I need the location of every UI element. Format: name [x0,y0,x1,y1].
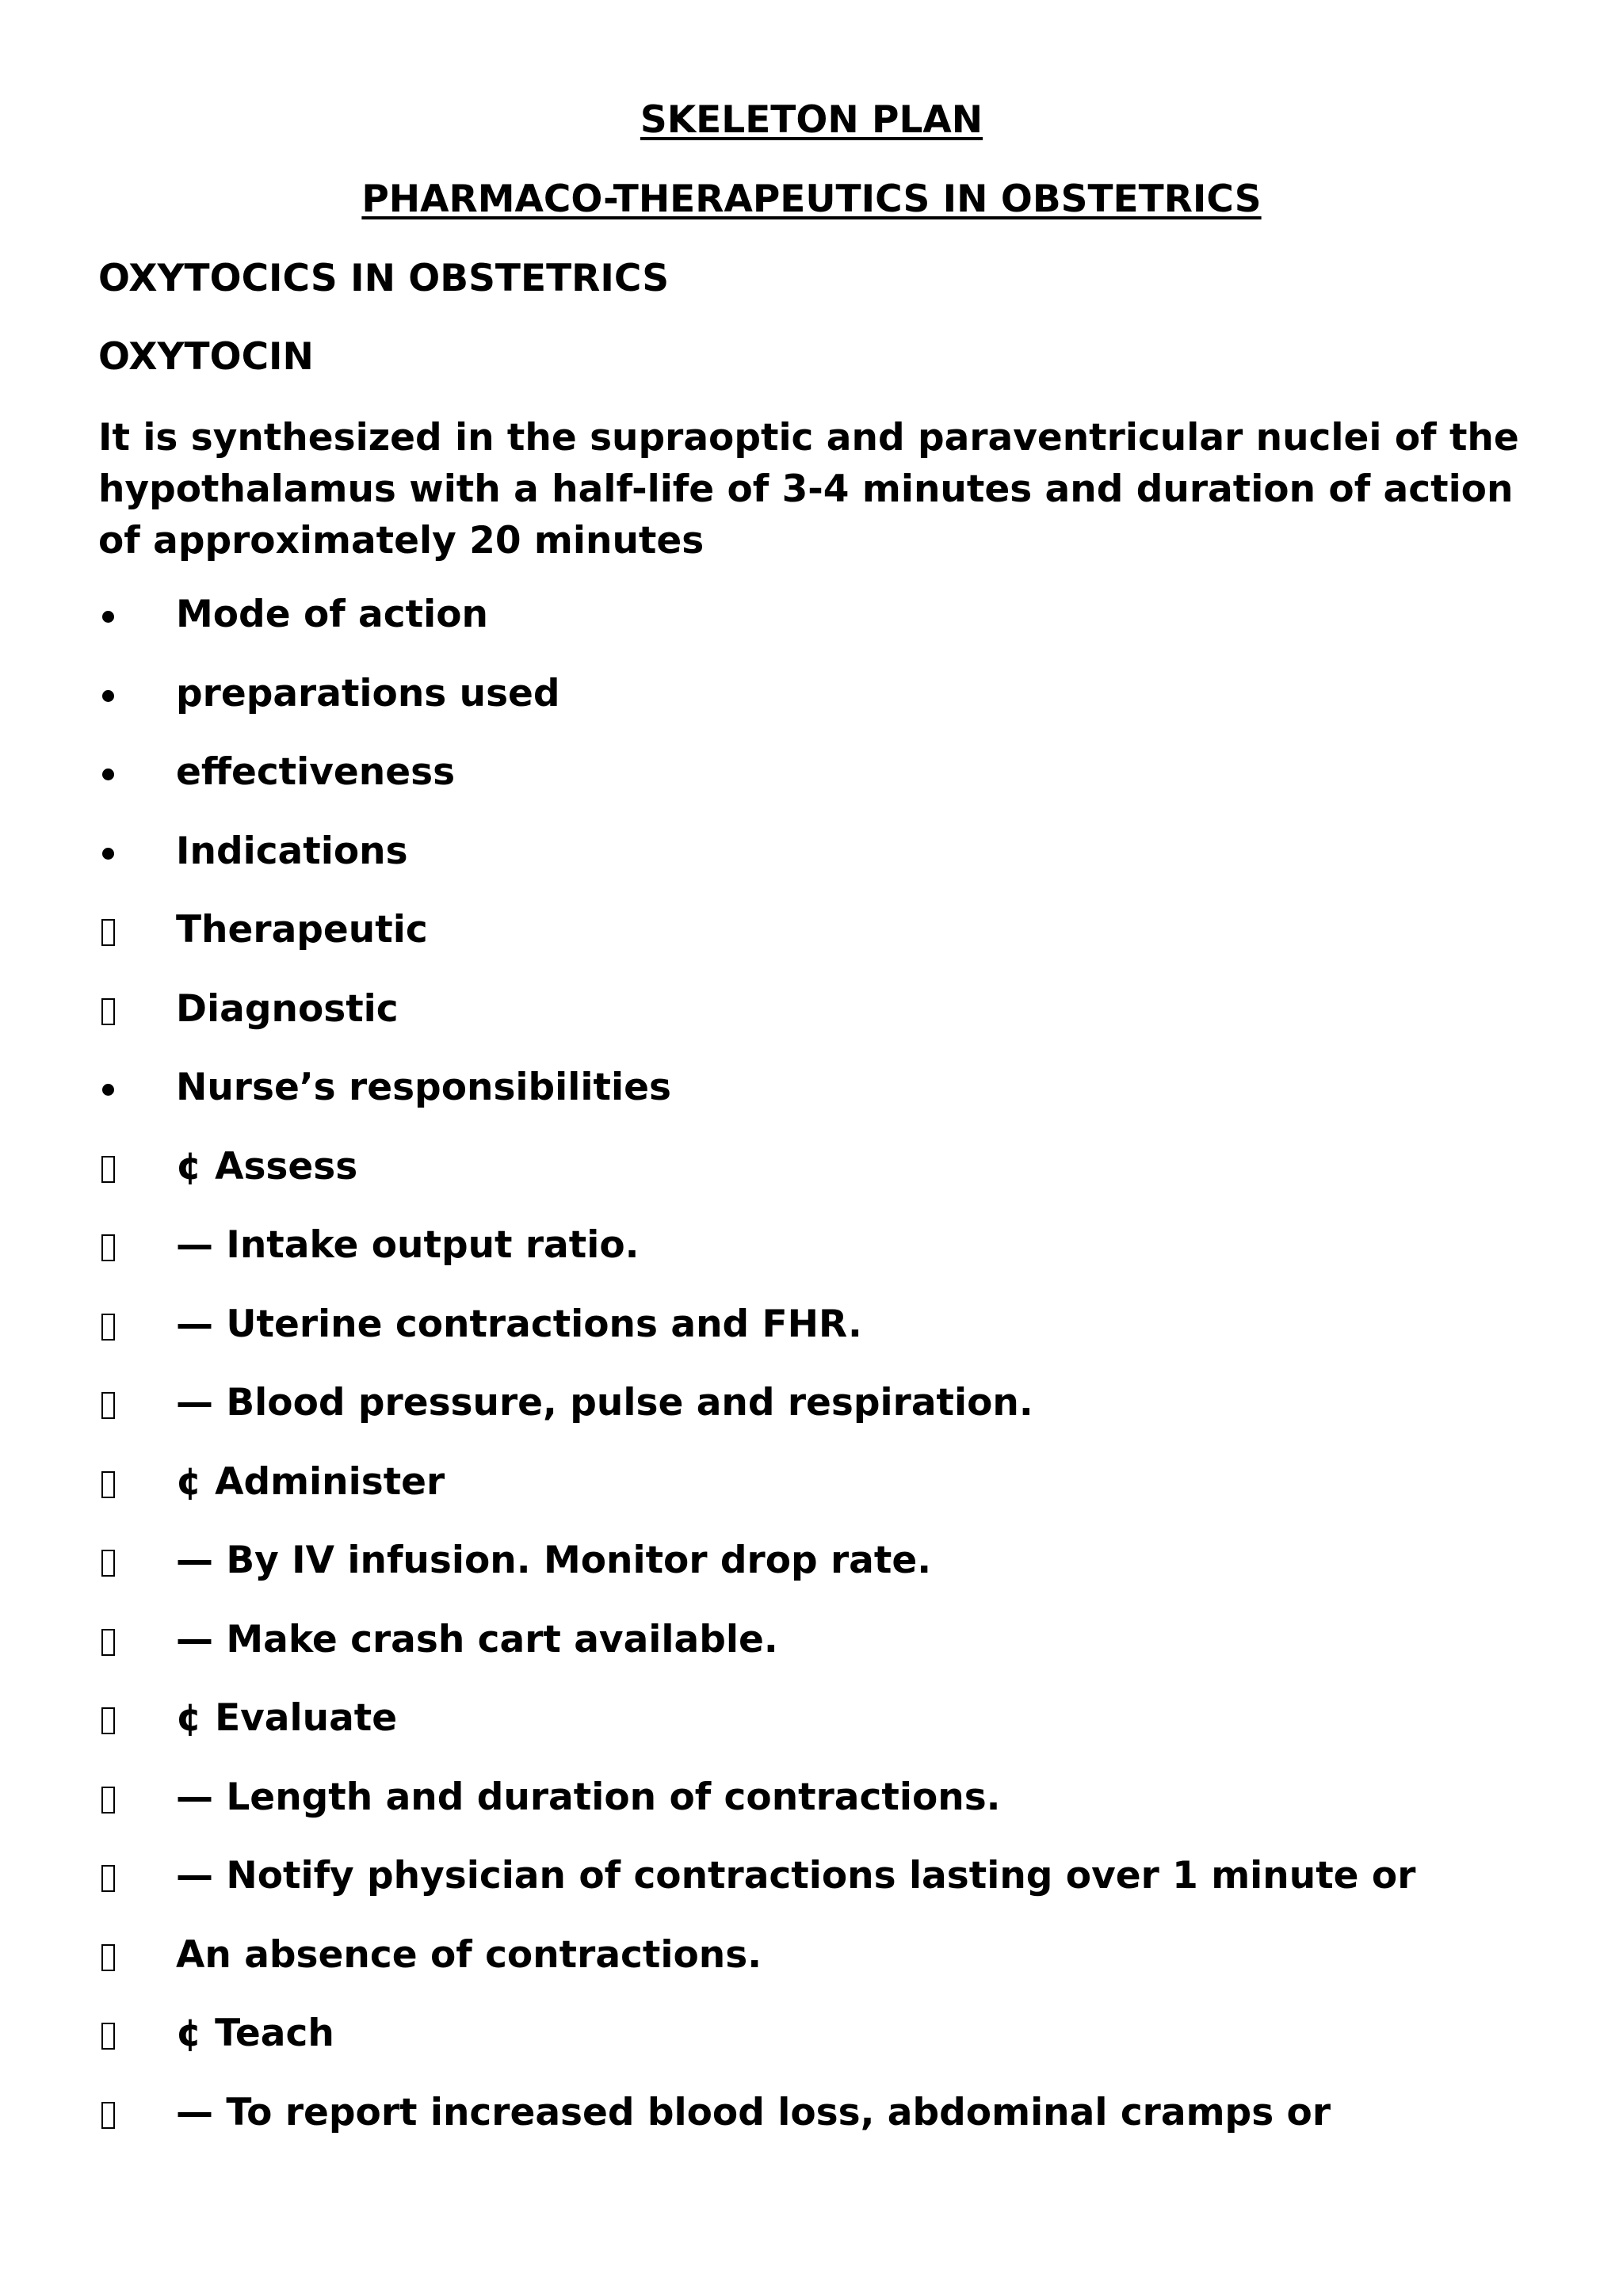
content-list [98,591,1564,2168]
list-item [98,1379,1564,1459]
bullet-icon [98,670,146,718]
list-item-text: effectiveness [176,750,456,794]
list-item [98,2089,1564,2168]
list-item [98,1222,1564,1301]
bullet-icon [98,1064,146,1112]
missing-glyph-box-icon [98,1459,146,1506]
list-item-text: ¢ Administer [176,1459,445,1504]
list-item-text: Indications [176,829,408,873]
missing-glyph-box-icon [98,986,146,1033]
intro-paragraph: It is synthesized in the supraoptic and paraventricular nuclei of the hypothalamus with a half-life of 3-4 minutes and duration of action of approximately 20 minutes [98,416,1519,563]
list-item [98,828,1564,907]
missing-glyph-box-icon [98,1695,146,1742]
list-item-text: — To report increased blood loss, abdominal cramps or [176,2090,1331,2134]
list-item [98,1932,1564,2011]
list-item-text: ¢ Teach [176,2012,334,2055]
missing-glyph-box-icon [98,1537,146,1585]
list-item [98,749,1564,828]
list-item [98,1695,1564,1774]
missing-glyph-box-icon [98,1932,146,1979]
list-item-text: — Notify physician of contractions lasting over 1 minute or [176,1854,1416,1897]
list-item [98,2010,1564,2089]
bullet-icon [98,828,146,875]
missing-glyph-box-icon [98,1222,146,1269]
list-item [98,986,1564,1065]
list-item-text: Nurse’s responsibilities [176,1066,671,1109]
list-item-text: — Blood pressure, pulse and respiration. [176,1381,1033,1425]
list-item-text: ¢ Assess [176,1144,358,1188]
list-item [98,1852,1564,1932]
document-subtitle: PHARMACO-THERAPEUTICS IN OBSTETRICS [361,177,1262,221]
missing-glyph-box-icon [98,1379,146,1427]
list-item-text: — Length and duration of contractions. [176,1775,1001,1819]
list-item [98,1459,1564,1538]
missing-glyph-box-icon [98,2010,146,2058]
list-item [98,906,1564,986]
missing-glyph-box-icon [98,906,146,954]
document-title: SKELETON PLAN [640,98,983,142]
missing-glyph-box-icon [98,2089,146,2137]
list-item [98,591,1564,670]
list-item-text: Diagnostic [176,986,399,1031]
missing-glyph-box-icon [98,1616,146,1664]
list-item-text: Mode of action [176,593,488,636]
missing-glyph-box-icon [98,1143,146,1191]
list-item-text: — Uterine contractions and FHR. [176,1302,862,1346]
missing-glyph-box-icon [98,1301,146,1348]
list-item [98,1064,1564,1143]
list-item-text: An absence of contractions. [176,1932,762,1977]
list-item [98,1537,1564,1616]
list-item [98,1301,1564,1380]
list-item-text: — By IV infusion. Monitor drop rate. [176,1539,932,1582]
list-item-text: ¢ Evaluate [176,1696,398,1740]
list-item-text: — Intake output ratio. [176,1223,640,1267]
drug-heading: OXYTOCIN [98,335,314,379]
list-item-text: preparations used [176,671,560,715]
list-item [98,1774,1564,1853]
bullet-icon [98,749,146,796]
list-item [98,1143,1564,1222]
list-item [98,1616,1564,1695]
list-item-text: — Make crash cart available. [176,1617,778,1661]
list-item [98,670,1564,749]
list-item-text: Therapeutic [176,908,428,952]
missing-glyph-box-icon [98,1852,146,1900]
missing-glyph-box-icon [98,1774,146,1821]
bullet-icon [98,591,146,639]
section-heading: OXYTOCICS IN OBSTETRICS [98,257,670,300]
